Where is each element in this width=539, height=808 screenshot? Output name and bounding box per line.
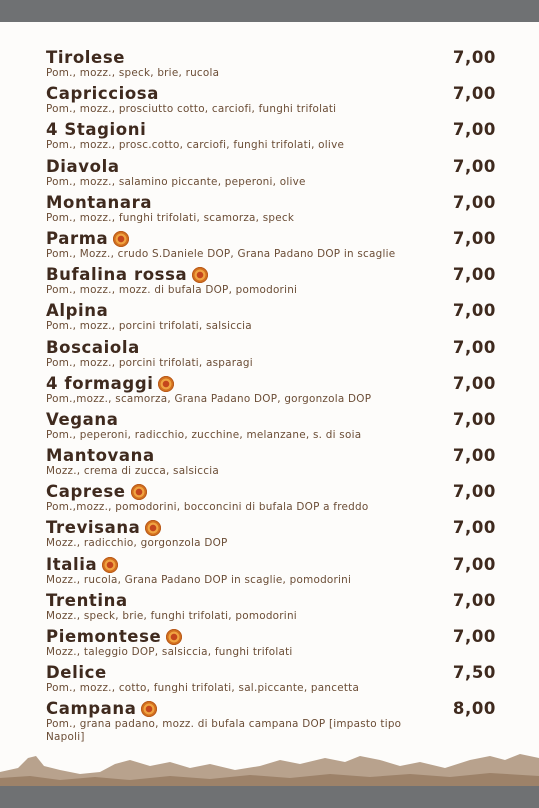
mountain-silhouette <box>0 746 539 786</box>
item-name <box>46 48 125 68</box>
menu-item <box>46 265 498 301</box>
dop-seal-icon <box>113 231 129 247</box>
item-name <box>46 301 108 321</box>
item-price: 7,00 <box>452 482 496 502</box>
item-description: Pom., mozz., prosciutto cotto, carciofi, funghi trifolati <box>46 103 337 116</box>
item-name <box>46 229 129 249</box>
menu-item <box>46 446 498 482</box>
item-price: 7,00 <box>452 228 496 248</box>
item-name <box>46 265 208 285</box>
menu-item <box>46 301 498 337</box>
item-description: Pom.,mozz., pomodorini, bocconcini di bufala DOP a freddo <box>46 501 369 514</box>
dop-seal-icon <box>131 484 147 500</box>
item-price: 7,00 <box>452 627 496 646</box>
item-name <box>46 120 146 140</box>
item-name-text: 4 formaggi <box>46 373 154 393</box>
menu-page <box>0 22 539 786</box>
item-name-text: Boscaiola <box>46 337 140 357</box>
menu-item <box>46 699 498 749</box>
item-description: Pom., mozz., speck, brie, rucola <box>46 67 220 79</box>
item-price: 7,00 <box>452 156 496 176</box>
item-description: Mozz., rucola, Grana Padano DOP in scaglie, pomodorini <box>46 573 352 586</box>
pizza-menu-list <box>46 48 498 749</box>
item-description: Mozz., taleggio DOP, salsiccia, funghi trifolati <box>46 646 293 658</box>
item-name <box>46 374 174 394</box>
item-name-text: Campana <box>46 699 137 719</box>
item-description: Pom., grana padano, mozz. di bufala campana DOP [impasto tipo Napoli] <box>46 718 402 744</box>
menu-item <box>46 410 498 446</box>
item-price: 7,00 <box>452 265 496 285</box>
item-description: Pom., mozz., porcini trifolati, salsiccia <box>46 320 252 333</box>
item-price: 7,00 <box>452 301 496 321</box>
dop-seal-icon <box>145 520 161 536</box>
item-description: Pom., mozz., prosc.cotto, carciofi, funghi trifolati, olive <box>46 139 345 152</box>
menu-item <box>46 229 498 265</box>
item-price: 7,50 <box>452 663 496 683</box>
item-price: 7,00 <box>452 84 496 104</box>
item-description: Mozz., crema di zucca, salsiccia <box>46 465 219 478</box>
item-name <box>46 663 107 683</box>
item-name-text: Alpina <box>46 301 109 321</box>
item-price: 7,00 <box>452 446 496 466</box>
item-price: 7,00 <box>452 409 496 429</box>
dop-seal-icon <box>166 629 182 645</box>
item-description: Pom., mozz., funghi trifolati, scamorza, speck <box>46 211 295 224</box>
item-name-text: 4 Stagioni <box>46 120 147 140</box>
menu-item <box>46 663 498 699</box>
menu-item <box>46 84 498 120</box>
item-description: Pom., mozz., salamino piccante, peperoni, olive <box>46 175 306 188</box>
dop-seal-icon <box>158 376 174 392</box>
menu-item <box>46 591 498 627</box>
item-name <box>46 555 118 575</box>
item-price: 7,00 <box>452 373 496 393</box>
item-name <box>46 157 120 177</box>
item-name <box>46 446 155 466</box>
item-name-text: Parma <box>46 228 109 248</box>
item-price: 7,00 <box>452 590 496 610</box>
item-name-text: Trentina <box>46 590 128 610</box>
item-name <box>46 482 147 502</box>
menu-item <box>46 482 498 518</box>
item-price: 8,00 <box>452 699 496 719</box>
item-price: 7,00 <box>452 120 496 140</box>
dop-seal-icon <box>102 557 118 573</box>
item-description: Pom., Mozz., crudo S.Daniele DOP, Grana Padano DOP in scaglie <box>46 247 396 260</box>
item-name-text: Capricciosa <box>46 84 159 104</box>
item-name-text: Montanara <box>46 192 153 212</box>
dop-seal-icon <box>141 701 157 717</box>
item-description: Mozz., radicchio, gorgonzola DOP <box>46 537 228 550</box>
item-name-text: Bufalina rossa <box>46 265 188 285</box>
item-description: Pom., mozz., cotto, funghi trifolati, sal.piccante, pancetta <box>46 682 360 695</box>
item-name-text: Diavola <box>46 156 120 176</box>
menu-item <box>46 120 498 156</box>
item-name-text: Trevisana <box>46 518 141 538</box>
item-name-text: Piemontese <box>46 627 162 646</box>
item-name <box>46 699 157 719</box>
item-name <box>46 410 118 430</box>
item-name-text: Mantovana <box>46 446 155 466</box>
item-name-text: Delice <box>46 663 107 683</box>
item-name <box>46 518 161 538</box>
menu-item <box>46 555 498 591</box>
menu-item <box>46 518 498 554</box>
item-description: Pom.,mozz., scamorza, Grana Padano DOP, gorgonzola DOP <box>46 392 372 405</box>
item-price: 7,00 <box>452 192 496 212</box>
item-name <box>46 193 152 213</box>
item-description: Pom., mozz., porcini trifolati, asparagi <box>46 356 253 369</box>
item-name <box>46 627 182 647</box>
dop-seal-icon <box>192 267 208 283</box>
item-name <box>46 84 159 104</box>
item-name-text: Tirolese <box>46 48 126 67</box>
menu-item <box>46 338 498 374</box>
menu-item <box>46 627 498 663</box>
menu-item <box>46 374 498 410</box>
item-price: 7,00 <box>452 48 496 67</box>
item-name <box>46 338 140 358</box>
menu-item <box>46 193 498 229</box>
item-name-text: Vegana <box>46 409 119 429</box>
item-description: Mozz., speck, brie, funghi trifolati, pomodorini <box>46 609 297 622</box>
item-price: 7,00 <box>452 337 496 357</box>
item-name-text: Italia <box>46 554 98 574</box>
item-description: Pom., peperoni, radicchio, zucchine, melanzane, s. di soia <box>46 428 362 441</box>
menu-item <box>46 157 498 193</box>
item-name <box>46 591 128 611</box>
item-price: 7,00 <box>452 518 496 538</box>
item-description: Pom., mozz., mozz. di bufala DOP, pomodorini <box>46 284 298 297</box>
menu-item <box>46 48 498 84</box>
item-name-text: Caprese <box>46 482 126 502</box>
item-price: 7,00 <box>452 554 496 574</box>
